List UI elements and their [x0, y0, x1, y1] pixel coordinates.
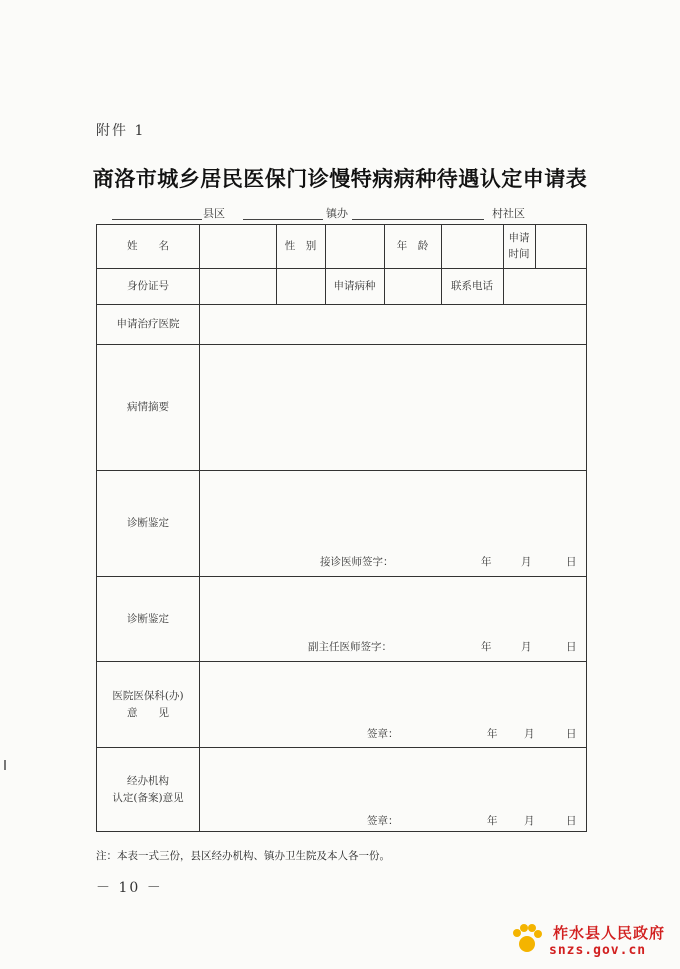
agency-seal-label: 签章：: [367, 815, 399, 827]
date-year: 年: [481, 641, 492, 653]
town-blank: [243, 219, 323, 220]
diagnosis-label-2: 诊断鉴定: [127, 612, 169, 625]
watermark-domain: snzs.gov.cn: [549, 943, 647, 958]
date-month: 月: [521, 556, 532, 568]
date-month: 月: [521, 641, 532, 653]
date-day: 日: [566, 728, 577, 740]
date-year: 年: [487, 728, 498, 740]
disease-label: 申请病种: [333, 280, 376, 293]
hospital-label: 申请治疗医院: [116, 318, 180, 331]
apply-time-label: [503, 225, 535, 268]
apply-time-input[interactable]: [535, 225, 586, 268]
date-day: 日: [566, 641, 577, 653]
date-day: 日: [566, 556, 577, 568]
id-number-label: 身份证号: [127, 280, 169, 293]
date-month: 月: [524, 728, 535, 740]
attachment-label: 附件 1: [96, 123, 146, 139]
office-seal-label: 签章：: [367, 728, 399, 740]
condition-summary-input[interactable]: [199, 345, 586, 470]
watermark-site-name: 柞水县人民政府: [553, 924, 666, 942]
date-day: 日: [566, 815, 577, 827]
phone-label: 联系电话: [451, 280, 493, 293]
margin-mark: [4, 760, 6, 770]
insurance-office-label-line1: 医院医保科(办): [112, 689, 184, 702]
agency-opinion-label: [97, 748, 199, 831]
gender-label: 性 别: [284, 240, 317, 253]
date-month: 月: [524, 815, 535, 827]
id-number-input[interactable]: [199, 269, 325, 304]
agency-opinion-label-line2: 认定(备案)意见: [112, 791, 184, 804]
town-label: 镇办: [326, 207, 348, 220]
village-label: 村社区: [492, 207, 525, 220]
phone-input[interactable]: [503, 269, 586, 304]
hospital-input[interactable]: [199, 305, 586, 344]
paw-logo-icon: [510, 922, 544, 956]
diagnosis-label-1: 诊断鉴定: [127, 517, 169, 530]
age-label: 年 龄: [396, 240, 429, 253]
apply-time-label-line2: 时间: [508, 247, 530, 260]
form-title: 商洛市城乡居民医保门诊慢特病病种待遇认定申请表: [92, 166, 588, 191]
village-blank: [352, 219, 484, 220]
name-label: 姓 名: [127, 240, 169, 253]
associate-chief-sign-label: 副主任医师签字：: [308, 641, 392, 653]
attending-doctor-sign-label: 接诊医师签字：: [320, 556, 394, 568]
age-input[interactable]: [441, 225, 503, 268]
insurance-office-label-line2: 意 见: [127, 706, 169, 719]
agency-opinion-label-line1: 经办机构: [127, 774, 169, 787]
page-number: － 10 －: [96, 880, 163, 896]
gender-input[interactable]: [325, 225, 384, 268]
insurance-office-label: [97, 662, 199, 747]
apply-time-label-line1: 申请: [508, 231, 530, 244]
condition-summary-label: 病情摘要: [127, 401, 169, 414]
date-year: 年: [487, 815, 498, 827]
date-year: 年: [481, 556, 492, 568]
name-input[interactable]: [199, 225, 276, 268]
application-form-table: [96, 224, 587, 832]
county-blank: [112, 219, 202, 220]
form-note: 注：本表一式三份，县区经办机构、镇办卫生院及本人各一份。: [96, 850, 390, 862]
disease-input[interactable]: [384, 269, 441, 304]
county-label: 县区: [203, 207, 225, 220]
